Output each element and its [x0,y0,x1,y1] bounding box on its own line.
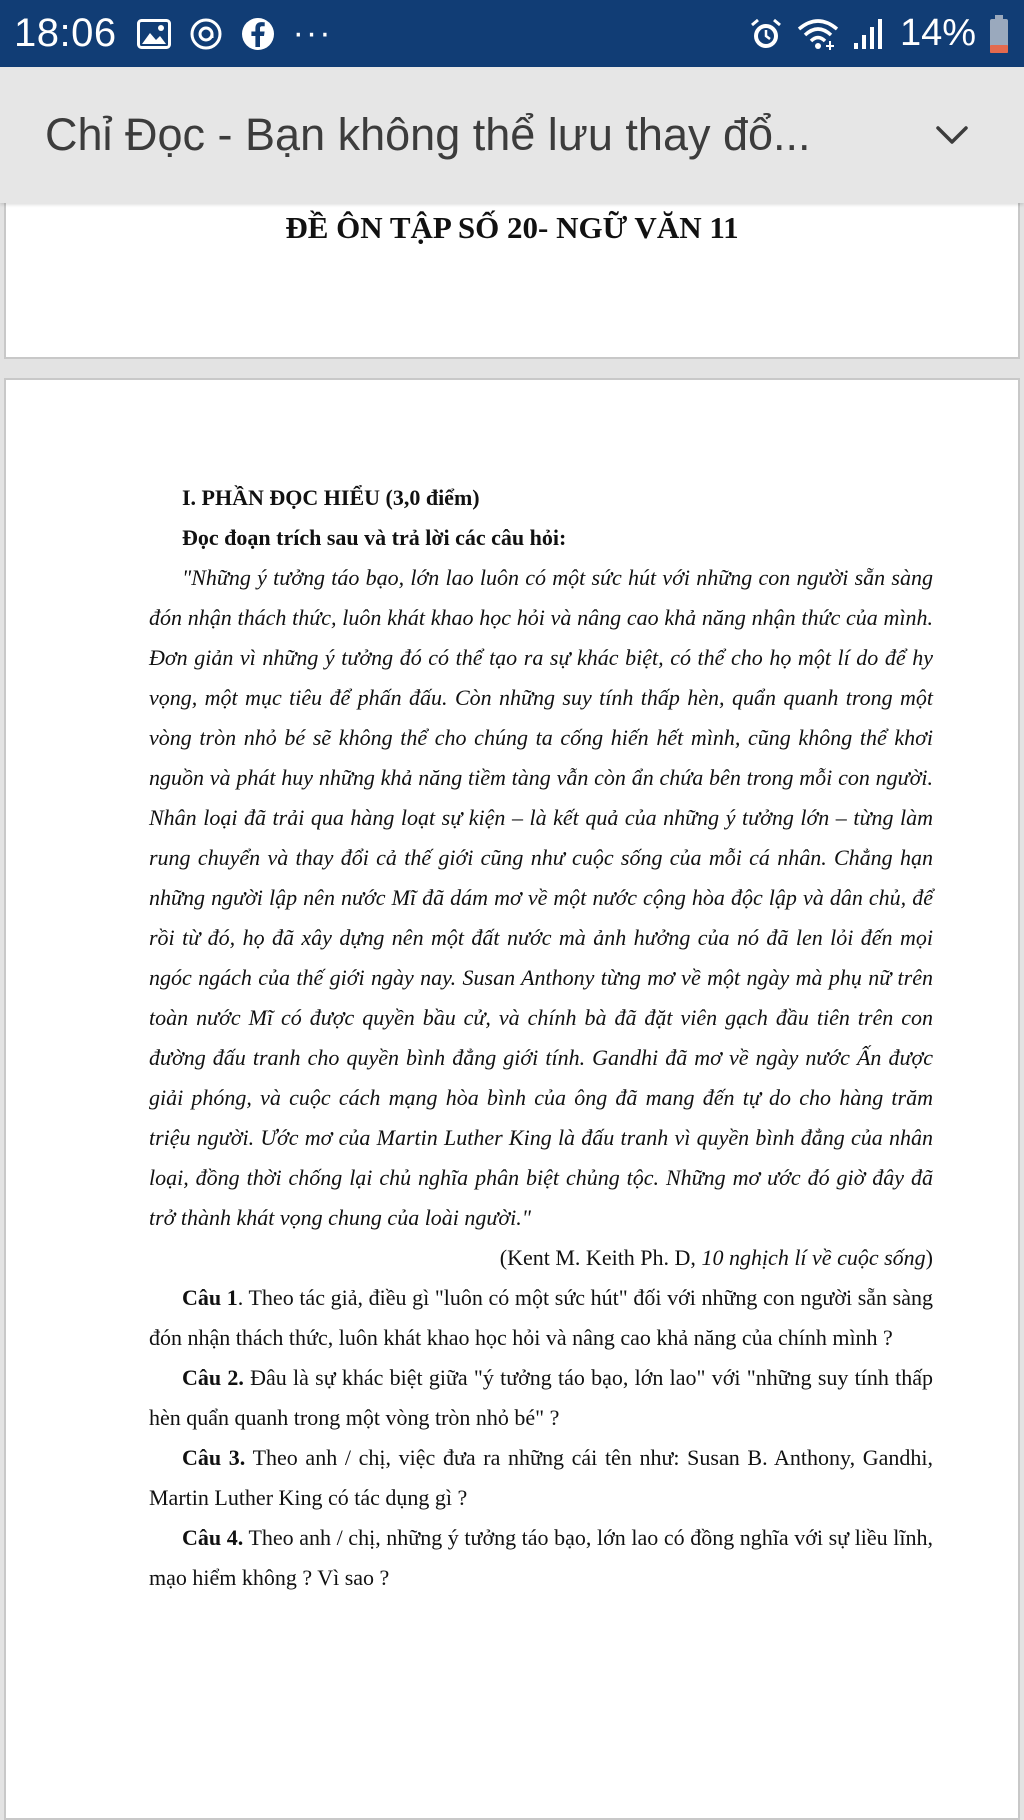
reading-passage: "Những ý tưởng táo bạo, lớn lao luôn có một sức hút với những con người sẵn sàng đón nhận thách thức, luôn khát khao học hỏi và nâng cao khả năng nhận thức của mình. Đơn giản vì những ý tưởng đó có thể tạo ra sự khác biệt, có thể cho họ một lí do để hy vọng, một mục tiêu để phấn đấu. Còn những suy tính thấp hèn, quẩn quanh trong một vòng tròn nhỏ bé sẽ không thể cho chúng ta cống hiến hết mình, cũng không thể khơi nguồn và phát huy những khả năng tiềm tàng vẫn còn ẩn chứa bên trong mỗi con người. Nhân loại đã trải qua hàng loạt sự kiện – là kết quả của những ý tưởng lớn – từng làm rung chuyển và thay đổi cả thế giới cũng như cuộc sống của mỗi cá nhân. Chẳng hạn những người lập nên nước Mĩ đã dám mơ về một nước cộng hòa độc lập và dân chủ, để rồi từ đó, họ đã xây dựng nên một đất nước mà ảnh hưởng của nó đã len lỏi đến mọi ngóc ngách của thế giới ngày nay. Susan Anthony từng mơ về một ngày mà phụ nữ trên toàn nước Mĩ có được quyền bầu cử, và chính bà đã đặt viên gạch đầu tiên trên con đường đấu tranh cho quyền bình đẳng giới tính. Gandhi đã mơ về ngày nước Ấn được giải phóng, và cuộc cách mạng hòa bình của ông đã mang đến tự do cho hàng trăm triệu người. Ước mơ của Martin Luther King là đấu tranh vì quyền bình đẳng của nhân loại, đồng thời chống lại chủ nghĩa phân biệt chủng tộc. Những mơ ước đó giờ đây đã trở thành khát vọng chung của loài người." [149,565,933,1230]
question-4 [149,1518,933,1598]
question-label: Câu 4. [182,1525,244,1550]
battery-percent: 14% [899,12,976,54]
alarm-icon [748,16,784,52]
gallery-icon [137,19,171,49]
question-text: Theo tác giả, điều gì "luôn có một sức hút" đối với những con người sẵn sàng đón nhận thách thức, luôn khát khao học hỏi và nâng cao khả năng của chính mình ? [149,1285,933,1350]
question-1 [149,1278,933,1358]
question-2 [149,1358,933,1438]
status-bar [0,0,1024,67]
source-author: (Kent M. Keith Ph. D, [499,1245,702,1270]
question-text: Theo anh / chị, những ý tưởng táo bạo, lớn lao có đồng nghĩa với sự liều lĩnh, mạo hiểm không ? Vì sao ? [149,1525,934,1590]
messenger-icon [189,17,223,51]
question-sep [245,1445,252,1470]
battery-icon [988,14,1010,54]
source-close: ) [925,1245,933,1270]
document-viewer[interactable] [0,203,1024,1820]
status-time: 18:06 [14,11,117,55]
question-label: Câu 1 [182,1285,238,1310]
chevron-down-icon[interactable] [930,113,974,157]
facebook-icon [241,17,275,51]
passage-source [149,1238,933,1278]
question-sep: . [237,1285,249,1310]
document-page-2 [4,378,1020,1820]
question-text: Đâu là sự khác biệt giữa "ý tưởng táo bạo, lớn lao" với "những suy tính thấp hèn quẩn quanh trong một vòng tròn nhỏ bé" ? [149,1365,934,1430]
document-header [0,67,1024,203]
document-page-1 [4,203,1020,359]
question-3 [149,1438,933,1518]
exam-title: ĐỀ ÔN TẬP SỐ 20- NGỮ VĂN 11 [285,210,739,245]
more-icon: ··· [292,14,333,52]
question-text: Theo anh / chị, việc đưa ra những cái tên như: Susan B. Anthony, Gandhi, Martin Luther King có tác dụng gì ? [149,1445,934,1510]
wifi-icon [796,16,840,52]
source-title: 10 nghịch lí về cuộc sống [701,1245,926,1270]
question-label: Câu 2. [182,1365,244,1390]
section-heading: I. PHẦN ĐỌC HIỂU (3,0 điểm) [182,485,480,510]
page-content [149,478,933,1598]
instruction: Đọc đoạn trích sau và trả lời các câu hỏi: [182,525,567,550]
read-only-title: Chỉ Đọc - Bạn không thể lưu thay đổ... [45,109,811,160]
signal-icon [852,17,888,51]
question-label: Câu 3. [182,1445,246,1470]
